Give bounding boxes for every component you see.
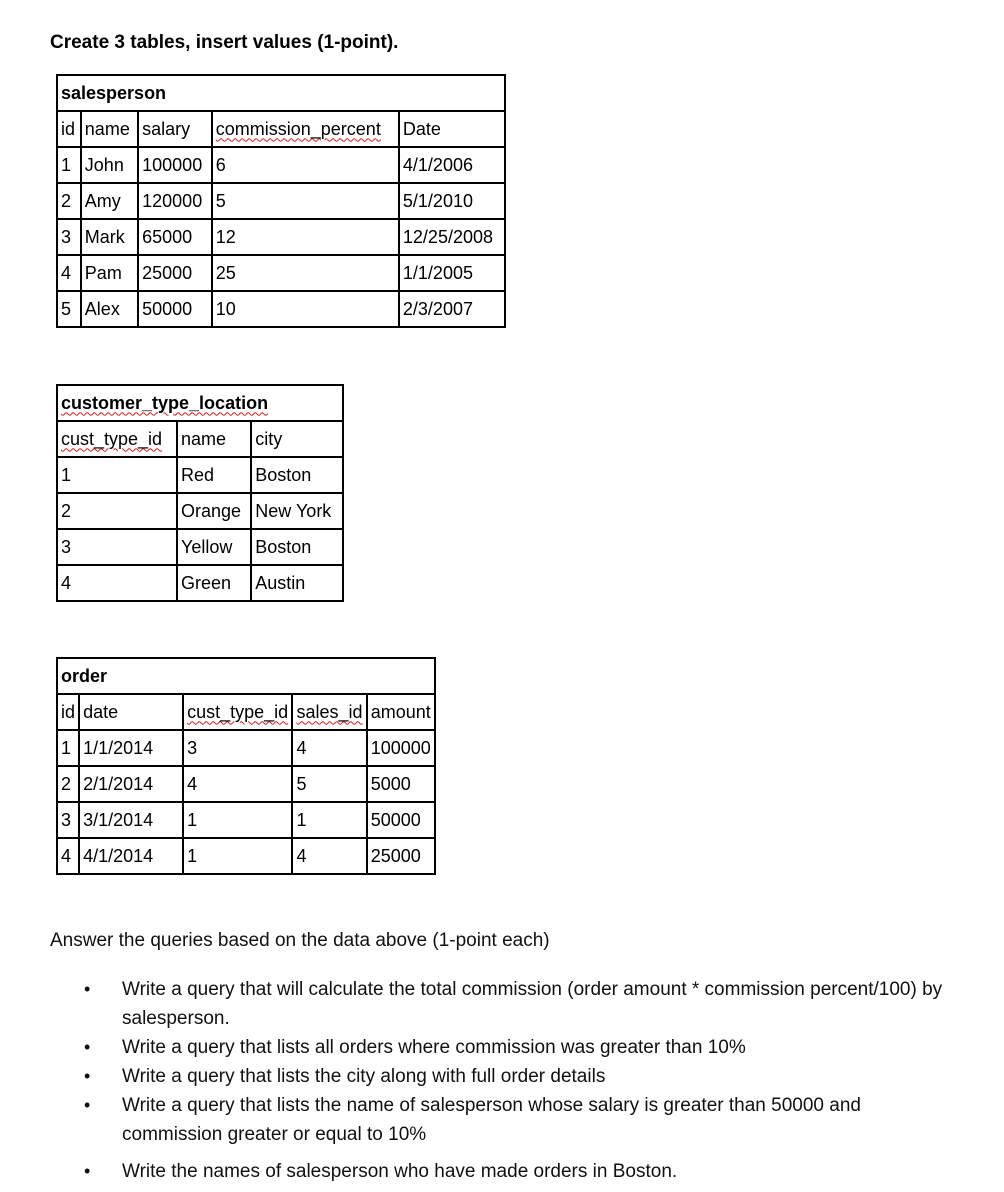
table-cell: 4 [57, 565, 177, 601]
table-cell: Orange [177, 493, 251, 529]
table-cell: Pam [81, 255, 138, 291]
table-cell: 2/1/2014 [79, 766, 183, 802]
list-item: • Write the names of salesperson who have made orders in Boston. [50, 1157, 950, 1186]
table-cell: 100000 [138, 147, 212, 183]
table-cell: 5/1/2010 [399, 183, 505, 219]
column-header: id [57, 694, 79, 730]
table-cell: Austin [251, 565, 343, 601]
table-cell: 2 [57, 183, 81, 219]
table-cell: Boston [251, 529, 343, 565]
table-row [57, 183, 505, 219]
column-header [57, 421, 177, 457]
table-cell: 25000 [138, 255, 212, 291]
table-row [57, 529, 343, 565]
column-header [212, 111, 399, 147]
table-row [57, 255, 505, 291]
table-cell: 1 [183, 838, 292, 874]
table-cell: 5000 [367, 766, 435, 802]
table-row [57, 147, 505, 183]
table-cell: 100000 [367, 730, 435, 766]
column-header [292, 694, 366, 730]
table-cell: Mark [81, 219, 138, 255]
table-cell: 1 [292, 802, 366, 838]
table-row [57, 565, 343, 601]
table-cell: 4 [292, 838, 366, 874]
column-header-text: cust_type_id [187, 701, 289, 722]
table-cell: 12/25/2008 [399, 219, 505, 255]
table-cell: 1 [183, 802, 292, 838]
table-cell: 1 [57, 457, 177, 493]
table-header-row [57, 421, 343, 457]
query-list [50, 975, 950, 1186]
table-cell: 3 [183, 730, 292, 766]
table-cell: 25000 [367, 838, 435, 874]
table-header-row [57, 111, 505, 147]
table-row [57, 219, 505, 255]
table-cell: Red [177, 457, 251, 493]
table-cell: 25 [212, 255, 399, 291]
queries-intro: Answer the queries based on the data above (1-point each) [50, 930, 550, 951]
table-cell: 1/1/2005 [399, 255, 505, 291]
table-row [57, 457, 343, 493]
table-cell: 10 [212, 291, 399, 327]
column-header: salary [138, 111, 212, 147]
table-cell: Yellow [177, 529, 251, 565]
table-cell: 4 [57, 255, 81, 291]
table-cell: John [81, 147, 138, 183]
table-cell: 1/1/2014 [79, 730, 183, 766]
order-table [56, 657, 436, 875]
table-cell: 6 [212, 147, 399, 183]
column-header-text: commission_percent [215, 118, 381, 139]
table-cell: 5 [212, 183, 399, 219]
table-title-text: customer_type_location [61, 392, 269, 413]
table-row [57, 802, 435, 838]
table-cell: 1 [57, 730, 79, 766]
table-title [57, 385, 343, 421]
table-cell: 4/1/2006 [399, 147, 505, 183]
column-header: city [251, 421, 343, 457]
table-title: salesperson [57, 75, 505, 111]
table-header-row [57, 694, 435, 730]
table-cell: 50000 [138, 291, 212, 327]
column-header-text: sales_id [296, 701, 363, 722]
table-row [57, 291, 505, 327]
table-title-row [57, 385, 343, 421]
column-header [183, 694, 292, 730]
table-cell: 2 [57, 766, 79, 802]
column-header: name [81, 111, 138, 147]
table-title: order [57, 658, 435, 694]
salesperson-table [56, 74, 506, 328]
table-row [57, 493, 343, 529]
table-cell: 2/3/2007 [399, 291, 505, 327]
table-cell: 1 [57, 147, 81, 183]
column-header: Date [399, 111, 505, 147]
table-cell: New York [251, 493, 343, 529]
table-row [57, 838, 435, 874]
table-cell: Alex [81, 291, 138, 327]
table-cell: 3 [57, 219, 81, 255]
table-cell: 4 [292, 730, 366, 766]
column-header-text: cust_type_id [61, 428, 163, 449]
table-cell: 5 [57, 291, 81, 327]
table-cell: Green [177, 565, 251, 601]
table-cell: 120000 [138, 183, 212, 219]
column-header: date [79, 694, 183, 730]
list-item: • Write a query that lists the name of salesperson whose salary is greater than 50000 and commission greater or equal to 10% [50, 1091, 950, 1149]
column-header: id [57, 111, 81, 147]
table-cell: 65000 [138, 219, 212, 255]
table-cell: 4 [57, 838, 79, 874]
table-cell: Boston [251, 457, 343, 493]
table-cell: 4 [183, 766, 292, 802]
column-header: name [177, 421, 251, 457]
table-cell: 2 [57, 493, 177, 529]
table-cell: Amy [81, 183, 138, 219]
table-row [57, 730, 435, 766]
table-title-row [57, 658, 435, 694]
table-cell: 12 [212, 219, 399, 255]
table-cell: 3 [57, 529, 177, 565]
table-cell: 4/1/2014 [79, 838, 183, 874]
column-header: amount [367, 694, 435, 730]
list-item: • Write a query that will calculate the total commission (order amount * commission percent/100) by salesperson. [50, 975, 950, 1033]
table-row [57, 766, 435, 802]
list-item: • Write a query that lists the city along with full order details [50, 1062, 950, 1091]
page-heading: Create 3 tables, insert values (1-point). [50, 32, 399, 53]
table-cell: 3 [57, 802, 79, 838]
customer-type-location-table [56, 384, 344, 602]
list-item: • Write a query that lists all orders where commission was greater than 10% [50, 1033, 950, 1062]
table-title-row [57, 75, 505, 111]
table-cell: 3/1/2014 [79, 802, 183, 838]
table-cell: 50000 [367, 802, 435, 838]
table-cell: 5 [292, 766, 366, 802]
